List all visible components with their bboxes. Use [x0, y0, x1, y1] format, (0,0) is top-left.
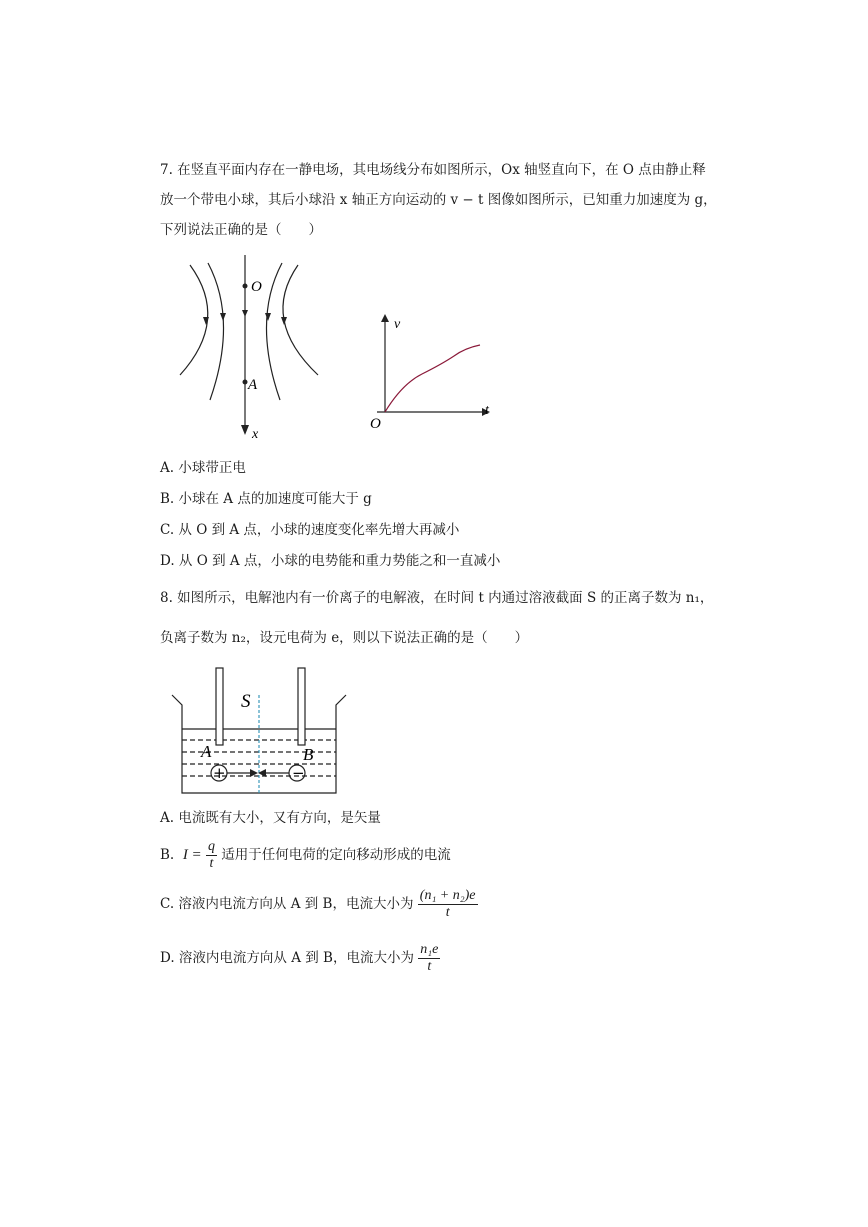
q8-option-b-text: 适用于任何电荷的定向移动形成的电流 — [221, 847, 451, 863]
plus-sign: + — [213, 764, 226, 782]
electrolytic-cell-diagram — [168, 665, 353, 800]
q8-option-c-text: C. 溶液内电流方向从 A 到 B，电流大小为 — [160, 896, 414, 912]
q8-option-c-fraction — [418, 888, 478, 921]
q8-option-c — [160, 886, 478, 922]
q8-stem-line-2: 负离子数为 n₂，设元电荷为 e，则以下说法正确的是（ ） — [160, 630, 529, 646]
left-mid-arrow — [220, 313, 226, 321]
x-axis-arrowhead — [241, 425, 249, 435]
v-t-graph — [362, 312, 497, 437]
label-t: t — [485, 403, 489, 418]
label-v: v — [394, 317, 401, 332]
left-inner-arrow — [203, 317, 209, 325]
q8-option-d-fraction — [418, 942, 440, 975]
q7-option-d: D. 从 O 到 A 点，小球的电势能和重力势能之和一直减小 — [160, 553, 501, 569]
v-axis-arrowhead — [381, 314, 389, 322]
right-inner-arrow — [281, 317, 287, 325]
label-o: O — [251, 279, 262, 295]
q8-option-d-text: D. 溶液内电流方向从 A 到 B，电流大小为 — [160, 950, 414, 966]
q8-option-a: A. 电流既有大小，又有方向，是矢量 — [160, 810, 381, 826]
fraction-numerator: q — [207, 839, 215, 854]
electrode-b — [298, 668, 305, 745]
electric-field-diagram — [170, 255, 330, 445]
field-line-left-outer — [180, 265, 208, 375]
label-electrode-b: B — [303, 745, 314, 764]
label-electrode-a: A — [201, 742, 212, 761]
q7-stem-line-2: 放一个带电小球，其后小球沿 x 轴正方向运动的 v − t 图像如图所示，已知重力加速度为 g， — [160, 192, 717, 208]
fraction-denominator: t — [445, 905, 450, 920]
fraction-numerator: (n₁ + n₂)e — [419, 888, 476, 903]
v-t-curve — [385, 345, 480, 412]
q8-option-b-prefix: B. — [160, 847, 175, 863]
field-line-left-inner — [208, 263, 224, 400]
q8-option-b-lhs: I = — [182, 847, 202, 863]
container-outline — [172, 695, 346, 793]
fraction-denominator: t — [427, 959, 432, 974]
label-a: A — [248, 377, 258, 393]
q8-option-b — [160, 838, 451, 872]
q7-stem-line-3: 下列说法正确的是（ ） — [160, 222, 322, 238]
label-x: x — [252, 427, 259, 442]
point-a-dot — [243, 380, 248, 385]
axis-direction-arrow — [242, 310, 248, 317]
electrode-a — [216, 668, 223, 745]
q7-stem-line-1: 7. 在竖直平面内存在一静电场，其电场线分布如图所示，Ox 轴竖直向下，在 O 点由静止释 — [160, 162, 706, 178]
q8-option-b-fraction — [206, 839, 217, 872]
label-s: S — [241, 691, 251, 712]
point-o-dot — [243, 284, 248, 289]
q7-option-c: C. 从 O 到 A 点，小球的速度变化率先增大再减小 — [160, 522, 460, 538]
label-origin: O — [370, 416, 381, 432]
fraction-denominator: t — [209, 856, 214, 871]
minus-sign: − — [292, 764, 305, 782]
q7-option-b: B. 小球在 A 点的加速度可能大于 g — [160, 491, 372, 507]
field-line-right-inner — [266, 263, 282, 400]
fraction-numerator: n₁e — [420, 942, 439, 957]
q7-option-a: A. 小球带正电 — [160, 460, 246, 476]
right-mid-arrow — [265, 313, 271, 321]
field-line-right-outer — [283, 265, 318, 375]
q8-option-d — [160, 940, 440, 976]
q8-stem-line-1: 8. 如图所示，电解池内有一价离子的电解液，在时间 t 内通过溶液截面 S 的正离子数为 n₁， — [160, 590, 714, 606]
